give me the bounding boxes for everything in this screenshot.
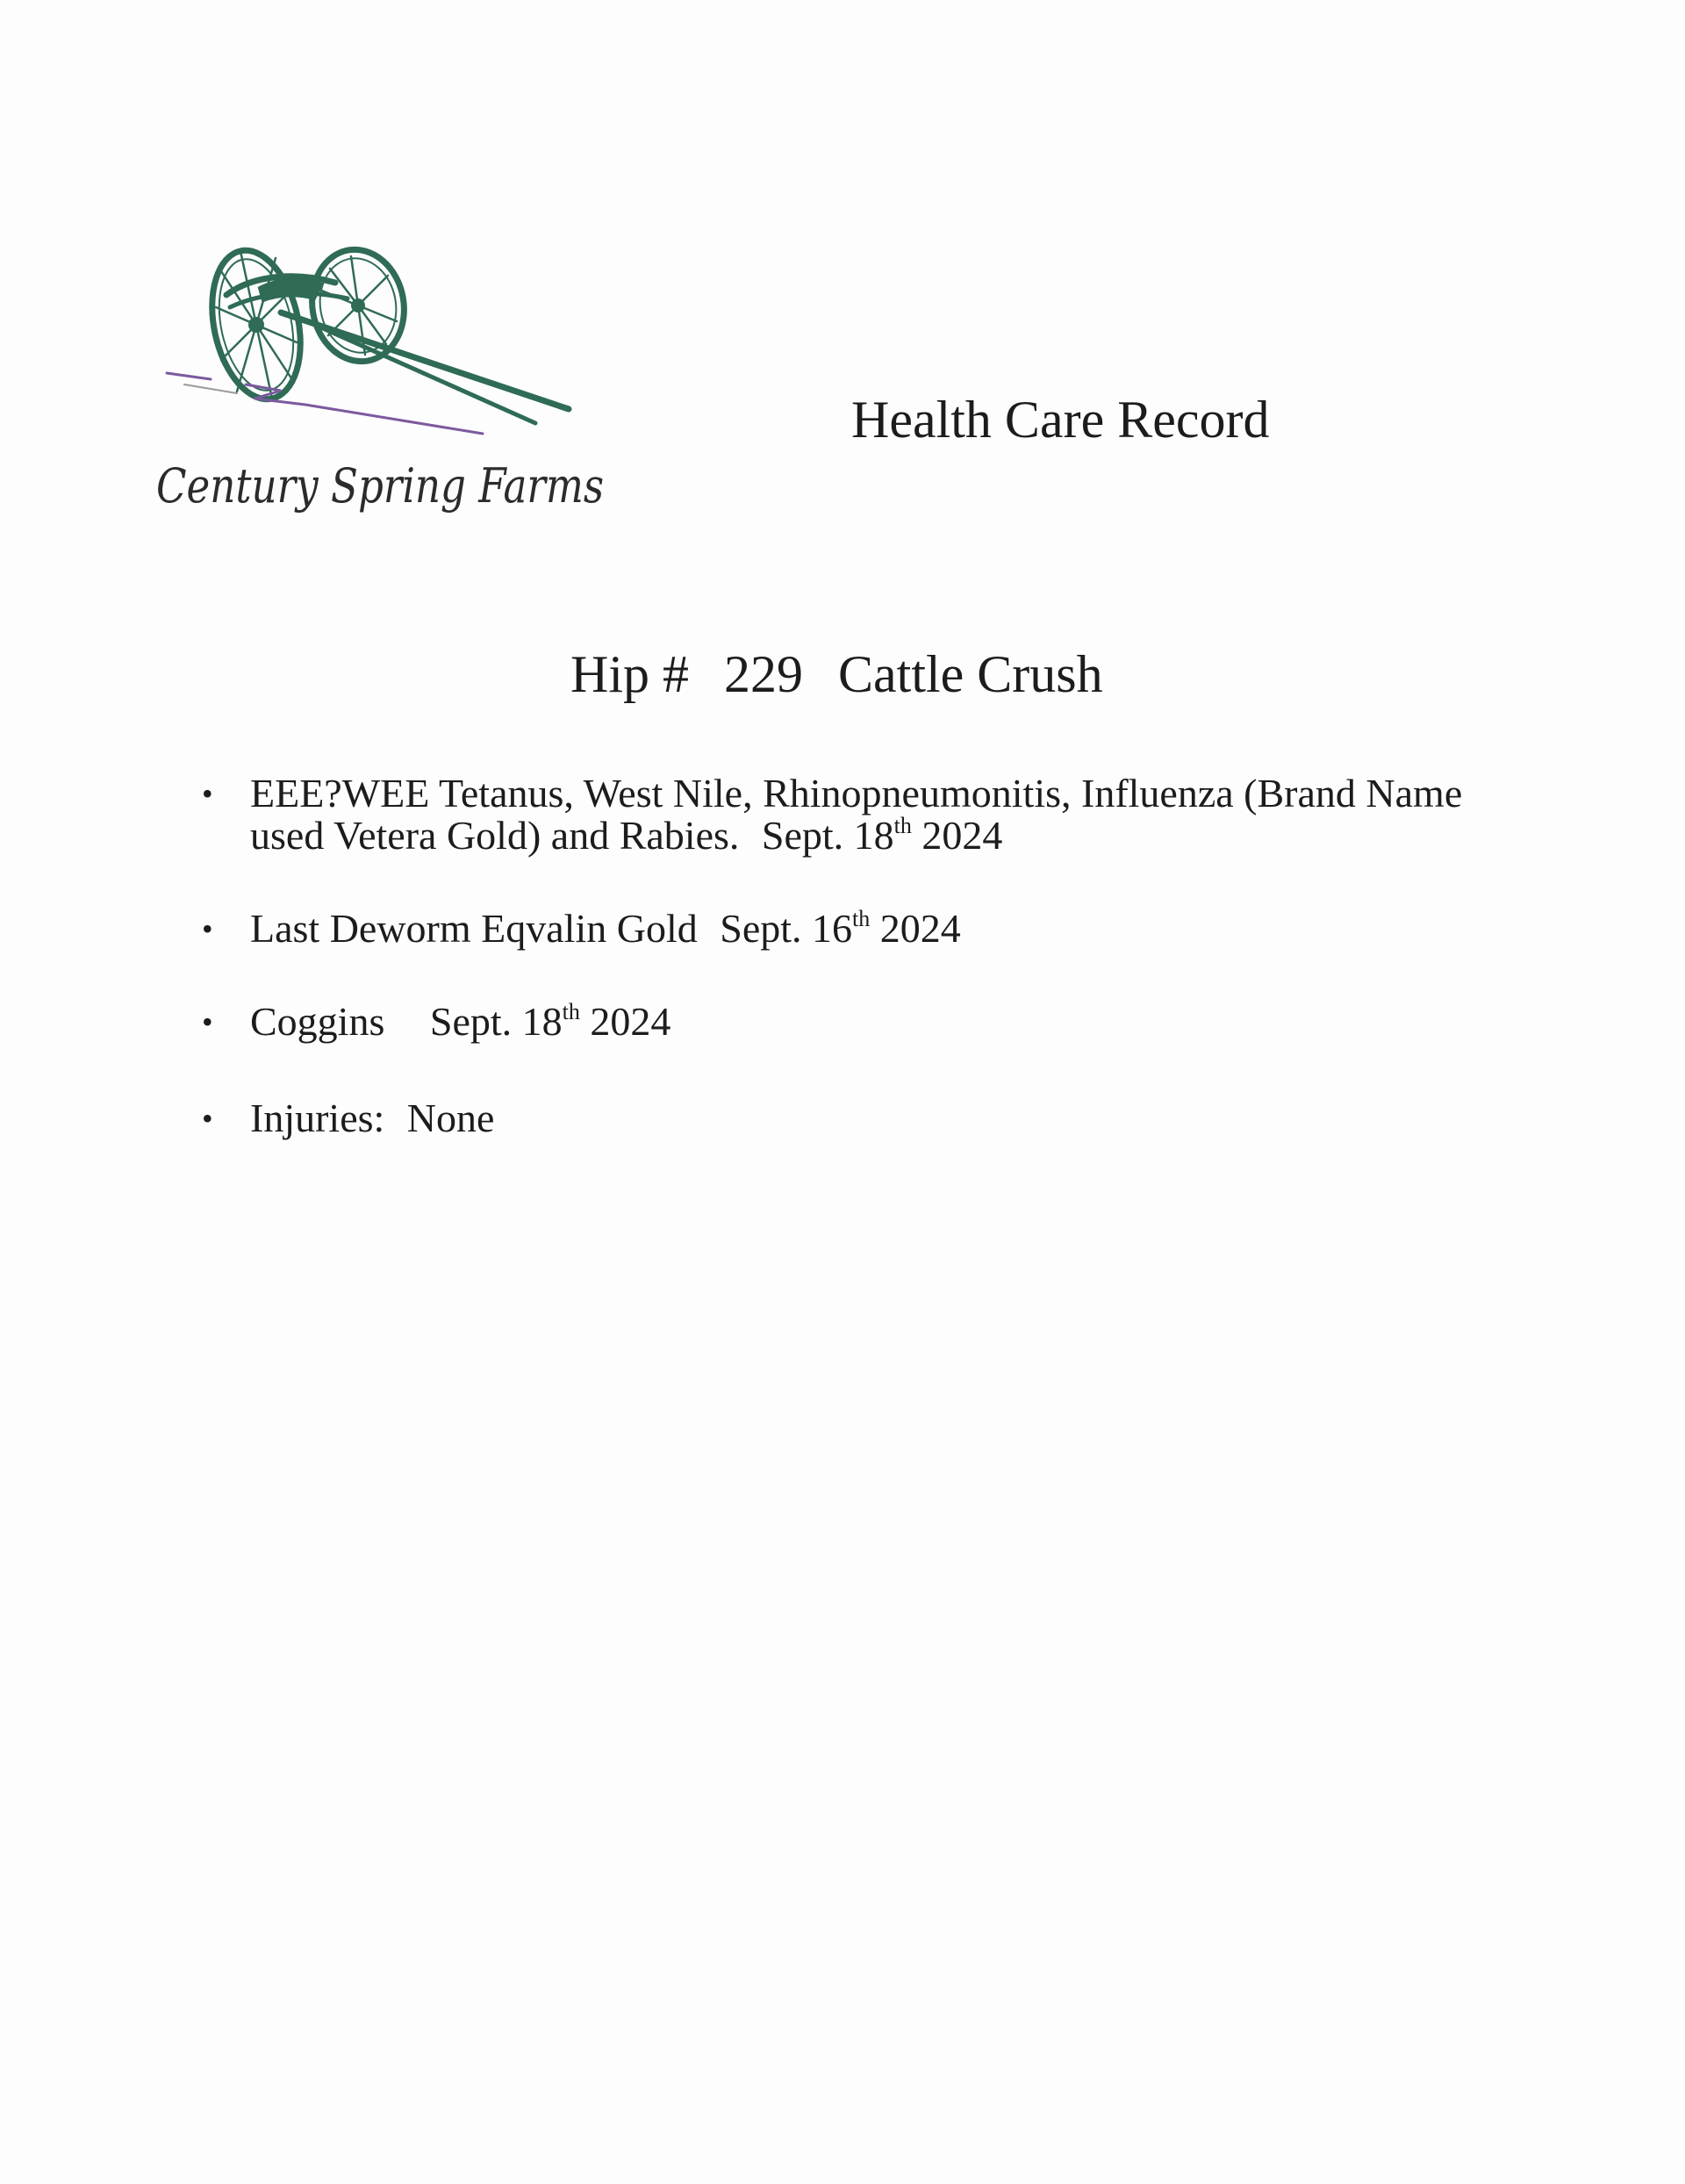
date-year: 2024 xyxy=(879,906,961,951)
cart-logo-graphic xyxy=(149,237,641,535)
vaccination-date xyxy=(762,813,1003,858)
list-item-coggins xyxy=(202,1001,1501,1043)
horse-name: Cattle Crush xyxy=(838,645,1103,703)
document-title: Health Care Record xyxy=(851,391,1270,449)
coggins-date xyxy=(430,999,671,1044)
svg-text:Century Spring Farms: Century Spring Farms xyxy=(156,458,604,514)
date-day: Sept. 18 xyxy=(429,999,563,1044)
date-year: 2024 xyxy=(921,813,1003,858)
bullet-icon: • xyxy=(202,1101,213,1136)
coggins-text: Coggins xyxy=(250,999,385,1044)
date-ordinal: th xyxy=(893,813,912,838)
date-day: Sept. 18 xyxy=(761,813,894,858)
date-day: Sept. 16 xyxy=(720,906,853,951)
hip-label: Hip # xyxy=(570,645,689,703)
list-item-injuries xyxy=(202,1097,1501,1139)
bullet-icon: • xyxy=(202,1004,213,1039)
health-record-list xyxy=(202,772,1501,1139)
bullet-icon: • xyxy=(202,911,213,946)
deworm-text: Last Deworm Eqvalin Gold xyxy=(250,906,698,951)
injuries-label: Injuries: xyxy=(250,1096,385,1140)
injuries-value: None xyxy=(406,1096,495,1140)
vaccination-text: EEE?WEE Tetanus, West Nile, Rhinopneumonitis, Influenza (Brand Name used Vetera Gold) and Rabies. xyxy=(250,771,1463,858)
deworm-date xyxy=(720,906,961,951)
date-ordinal: th xyxy=(562,999,580,1024)
date-ordinal: th xyxy=(852,906,871,931)
date-year: 2024 xyxy=(590,999,671,1044)
hip-number: 229 xyxy=(724,645,803,703)
horse-heading xyxy=(570,645,1103,703)
bullet-icon: • xyxy=(202,776,213,811)
farm-logo xyxy=(149,237,641,535)
list-item-deworm xyxy=(202,908,1501,950)
list-item-vaccinations xyxy=(202,772,1501,857)
